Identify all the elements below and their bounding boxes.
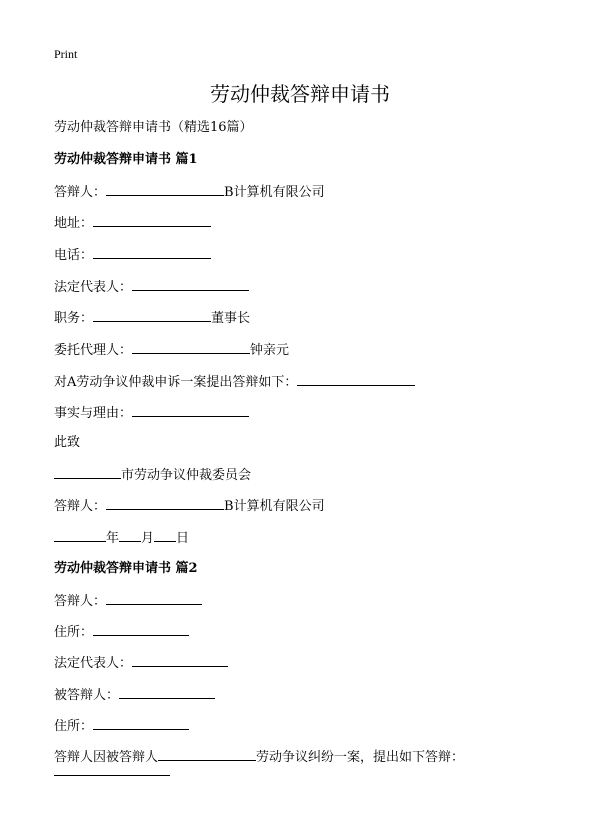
position-label: 职务：	[54, 311, 94, 326]
document-subtitle: 劳动仲裁答辩申请书（精选16篇）	[54, 120, 253, 135]
s2-respondent-blank	[106, 591, 202, 605]
s2-continuation-blank	[54, 762, 170, 776]
section1-position-line	[54, 308, 250, 328]
s2-respondent-label: 答辩人：	[54, 594, 107, 609]
address-label: 地址：	[54, 216, 94, 231]
section1-respondent-line	[54, 182, 325, 202]
year-label: 年	[106, 531, 120, 546]
s2-statement-suffix: 劳动争议纠纷一案，提出如下答辩：	[256, 750, 465, 765]
section1-facts-line	[54, 403, 249, 423]
year-blank	[54, 528, 106, 542]
section2-defendant-line	[54, 685, 215, 705]
respondent2-value: B计算机有限公司	[224, 499, 325, 514]
section1-legal-rep-line	[54, 277, 249, 297]
section1-phone-line	[54, 245, 211, 265]
facts-label: 事实与理由：	[54, 406, 133, 421]
legal-rep-label: 法定代表人：	[54, 280, 133, 295]
position-blank	[93, 308, 211, 322]
s2-legal-rep-blank	[132, 653, 228, 667]
s2-statement-blank	[158, 747, 256, 761]
statement-blank	[297, 372, 415, 386]
committee-blank	[54, 465, 121, 479]
section1-committee-line	[54, 465, 251, 485]
s2-defendant-label: 被答辩人：	[54, 688, 120, 703]
print-link[interactable]: Print	[54, 47, 78, 61]
section2-legal-rep-line	[54, 653, 228, 673]
section1-statement-line	[54, 372, 415, 392]
s2-residence-label: 住所：	[54, 625, 94, 640]
legal-rep-blank	[132, 277, 249, 291]
agent-label: 委托代理人：	[54, 343, 133, 358]
document-title: 劳动仲裁答辩申请书	[210, 82, 390, 106]
month-blank	[119, 528, 141, 542]
s2-statement-prefix: 答辩人因被答辩人	[54, 750, 159, 765]
facts-blank	[132, 403, 249, 417]
committee-text: 市劳动争议仲裁委员会	[121, 468, 252, 483]
section1-address-line	[54, 213, 211, 233]
agent-blank	[132, 340, 250, 354]
section2-continuation-line	[54, 762, 170, 782]
s2-legal-rep-label: 法定代表人：	[54, 656, 133, 671]
respondent-label: 答辩人：	[54, 185, 107, 200]
s2-residence2-label: 住所：	[54, 719, 94, 734]
respondent2-blank	[106, 496, 224, 510]
s2-residence-blank	[93, 622, 189, 636]
section1-respondent2-line	[54, 496, 325, 516]
section1-to-line: 此致	[54, 435, 81, 450]
respondent-value: B计算机有限公司	[224, 185, 325, 200]
day-blank	[154, 528, 176, 542]
phone-label: 电话：	[54, 248, 94, 263]
day-label: 日	[176, 531, 190, 546]
s2-defendant-blank	[119, 685, 215, 699]
phone-blank	[93, 245, 211, 259]
section2-residence-line	[54, 622, 189, 642]
address-blank	[93, 213, 211, 227]
section1-heading: 劳动仲裁答辩申请书 篇1	[54, 152, 198, 167]
respondent2-label: 答辩人：	[54, 499, 107, 514]
position-value: 董事长	[211, 311, 251, 326]
section2-heading: 劳动仲裁答辩申请书 篇2	[54, 561, 198, 576]
statement-text: 对A劳动争议仲裁申诉一案提出答辩如下：	[54, 375, 298, 390]
respondent-blank	[106, 182, 224, 196]
section2-respondent-line	[54, 591, 202, 611]
section2-residence2-line	[54, 716, 189, 736]
section1-agent-line	[54, 340, 289, 360]
month-label: 月	[141, 531, 155, 546]
s2-residence2-blank	[93, 716, 189, 730]
section1-date-line	[54, 528, 189, 548]
agent-value: 钟亲元	[250, 343, 290, 358]
